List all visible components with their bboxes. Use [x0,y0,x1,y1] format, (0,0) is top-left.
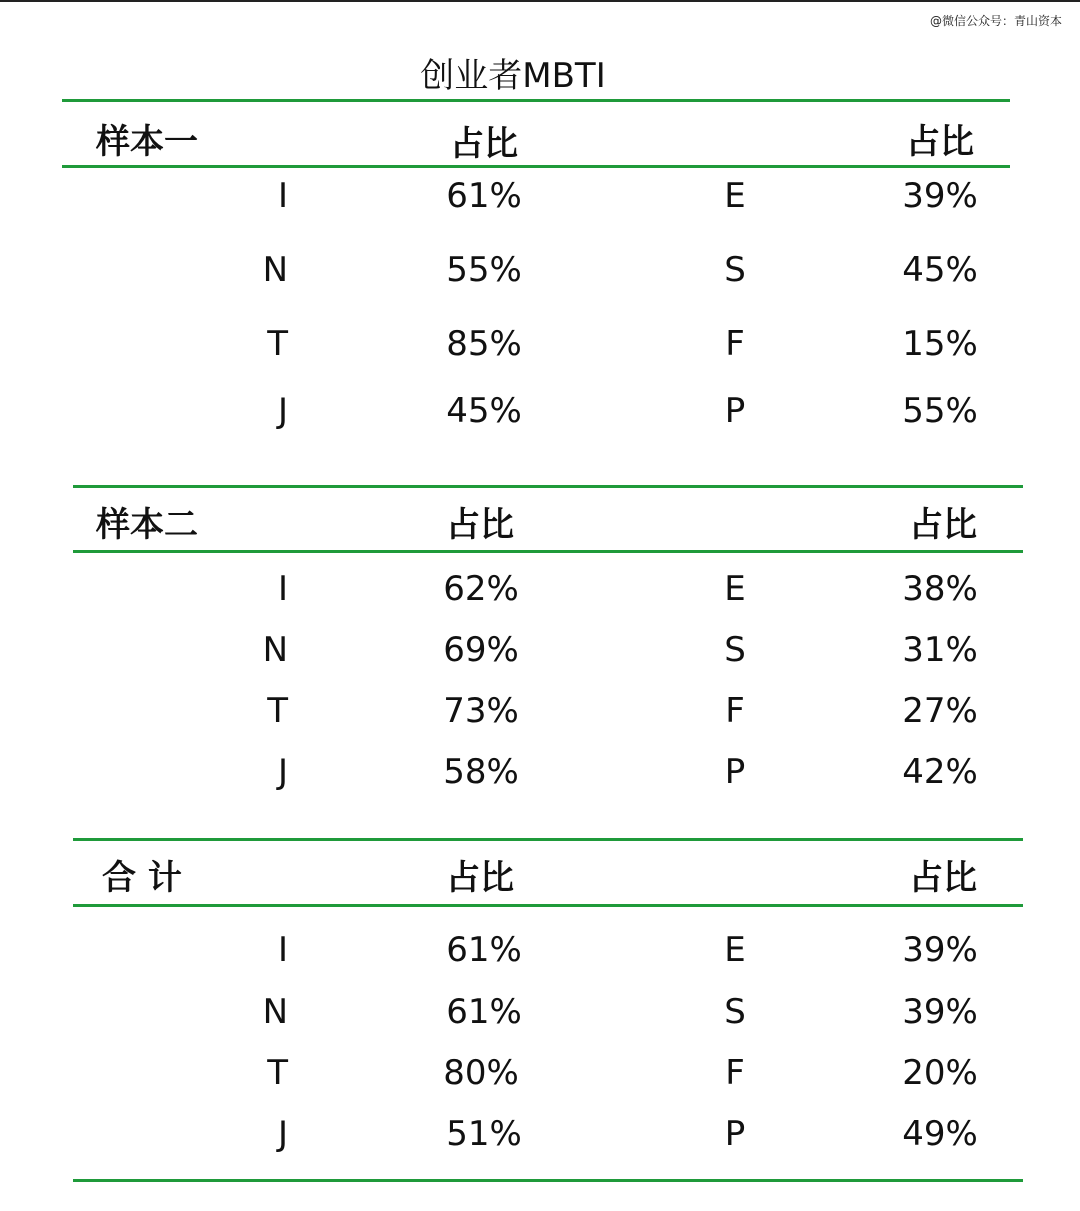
row-right-type: P [724,752,746,792]
row-right-type: F [725,324,745,364]
row-right-type: P [724,391,746,431]
col1-header: 占比 [446,858,514,898]
row-left-type: I [277,930,288,970]
row-right-pct: 39% [902,930,978,970]
row-left-pct: 55% [446,250,522,290]
row-left-type: T [267,1053,288,1093]
table-bottom-rule [73,1179,1023,1182]
row-right-type: F [725,1053,745,1093]
row-left-type: I [277,569,288,609]
row-left-type: N [262,250,288,290]
row-right-pct: 49% [902,1114,978,1154]
section-label: 样本二 [96,505,198,545]
col2-header: 占比 [909,858,977,898]
row-right-type: P [724,1114,746,1154]
watermark: @微信公众号：青山资本 [929,14,1062,28]
row-left-pct: 61% [446,176,522,216]
row-right-pct: 38% [902,569,978,609]
row-left-pct: 61% [446,992,522,1032]
row-right-type: S [724,630,746,670]
top-border [0,0,1080,2]
row-left-type: T [267,691,288,731]
row-right-type: E [724,176,746,216]
row-left-type: I [277,176,288,216]
table-title: 创业者MBTI [420,56,606,96]
row-left-pct: 51% [446,1114,522,1154]
section-header-rule [73,904,1023,907]
row-right-type: E [724,930,746,970]
row-right-type: F [725,691,745,731]
section-top-rule [73,485,1023,488]
row-left-type: N [262,630,288,670]
row-left-type: J [277,752,288,792]
row-left-pct: 62% [443,569,519,609]
row-left-pct: 73% [443,691,519,731]
section-header-rule [62,165,1010,168]
row-right-pct: 31% [902,630,978,670]
row-right-pct: 39% [902,176,978,216]
row-right-pct: 45% [902,250,978,290]
row-right-pct: 15% [902,324,978,364]
row-left-type: J [277,391,288,431]
row-left-pct: 45% [446,391,522,431]
row-left-pct: 85% [446,324,522,364]
section-label: 合 计 [102,858,182,898]
row-right-type: S [724,250,746,290]
col2-header: 占比 [906,122,974,162]
row-left-pct: 61% [446,930,522,970]
row-right-pct: 39% [902,992,978,1032]
row-right-pct: 42% [902,752,978,792]
row-left-pct: 58% [443,752,519,792]
row-left-type: N [262,992,288,1032]
section-top-rule [62,99,1010,102]
section-top-rule [73,838,1023,841]
row-left-type: J [277,1114,288,1154]
row-left-pct: 80% [443,1053,519,1093]
row-left-type: T [267,324,288,364]
row-left-pct: 69% [443,630,519,670]
col2-header: 占比 [909,505,977,545]
section-label: 样本一 [96,122,198,162]
col1-header: 占比 [446,505,514,545]
row-right-type: S [724,992,746,1032]
row-right-pct: 27% [902,691,978,731]
section-header-rule [73,550,1023,553]
row-right-pct: 20% [902,1053,978,1093]
row-right-pct: 55% [902,391,978,431]
row-right-type: E [724,569,746,609]
col1-header: 占比 [450,124,518,164]
